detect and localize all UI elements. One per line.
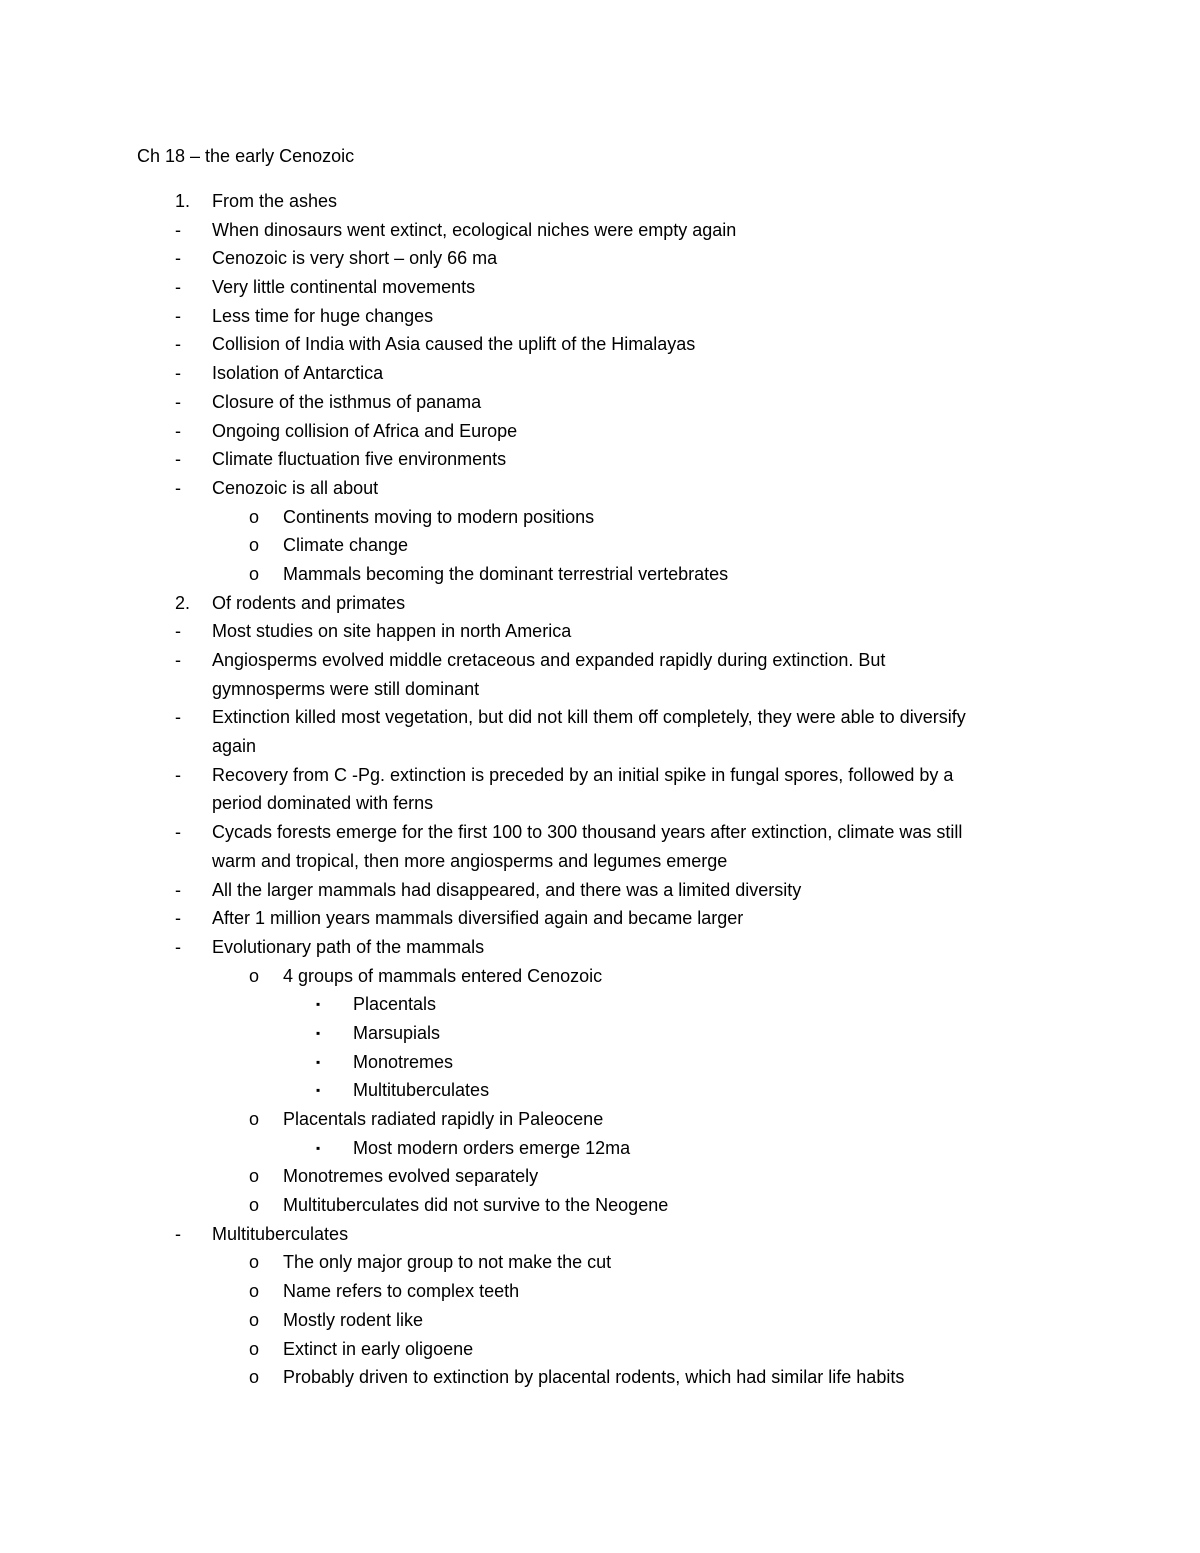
bullet-marker: o: [249, 1166, 260, 1187]
bullet-marker: ▪: [316, 1054, 321, 1069]
list-item-text: Of rodents and primates: [212, 592, 406, 613]
bullet-marker: -: [175, 305, 181, 326]
list-item: [0, 1162, 1200, 1191]
bullet-marker: ▪: [316, 1140, 321, 1155]
bullet-marker: o: [249, 1367, 260, 1388]
list-item-text: The only major group to not make the cut: [283, 1252, 612, 1273]
list-item-text: From the ashes: [212, 191, 338, 211]
notes-list: [0, 187, 1200, 1392]
list-item-text: When dinosaurs went extinct, ecological niches were empty again: [212, 219, 737, 240]
list-item-text: Isolation of Antarctica: [212, 363, 384, 384]
list-item: [0, 560, 1200, 589]
list-item-text: Ongoing collision of Africa and Europe: [212, 420, 518, 441]
bullet-marker: o: [249, 506, 260, 527]
list-item: [0, 761, 1200, 790]
list-item-text: Collision of India with Asia caused the uplift of the Himalayas: [212, 334, 696, 355]
list-item: [0, 818, 1200, 847]
bullet-marker: o: [249, 563, 260, 584]
list-item-text: Cycads forests emerge for the first 100 to 300 thousand years after extinction, climate was still: [212, 822, 963, 843]
list-item: [0, 1105, 1200, 1134]
list-item: [0, 1134, 1200, 1163]
list-item: [0, 933, 1200, 962]
bullet-marker: o: [249, 1338, 260, 1359]
list-item: [0, 1076, 1200, 1105]
list-item: [0, 1306, 1200, 1335]
list-item: [0, 388, 1200, 417]
list-item-text: Cenozoic is all about: [212, 477, 379, 498]
list-item-text: gymnosperms were still dominant: [212, 678, 480, 699]
bullet-marker: ▪: [316, 997, 321, 1012]
list-item: [0, 876, 1200, 905]
list-item: [0, 244, 1200, 273]
bullet-marker: o: [249, 535, 260, 556]
bullet-marker: 1.: [175, 191, 191, 211]
bullet-marker: -: [175, 621, 181, 642]
document-title: Ch 18 – the early Cenozoic: [137, 146, 355, 166]
list-item: [0, 1277, 1200, 1306]
bullet-marker: -: [175, 248, 181, 269]
bullet-marker: -: [175, 391, 181, 412]
list-item: [0, 1248, 1200, 1277]
bullet-marker: -: [175, 936, 181, 957]
list-item-text: warm and tropical, then more angiosperms and legumes emerge: [212, 850, 728, 871]
bullet-marker: o: [249, 1309, 260, 1330]
list-item: [0, 417, 1200, 446]
list-item: [0, 503, 1200, 532]
list-item: [0, 1019, 1200, 1048]
list-item: [0, 1363, 1200, 1392]
list-item-text: Most studies on site happen in north America: [212, 621, 572, 642]
list-item-text: Cenozoic is very short – only 66 ma: [212, 248, 498, 269]
list-item: [0, 732, 1200, 761]
list-item: [0, 1191, 1200, 1220]
list-item-text: All the larger mammals had disappeared, and there was a limited diversity: [212, 879, 802, 900]
list-item-text: 4 groups of mammals entered Cenozoic: [283, 965, 603, 986]
bullet-marker: -: [175, 420, 181, 441]
list-item-text: Mammals becoming the dominant terrestrial vertebrates: [283, 563, 729, 584]
list-item-text: Recovery from C -Pg. extinction is preceded by an initial spike in fungal spores, followed by a: [212, 764, 954, 785]
list-item: [0, 617, 1200, 646]
bullet-marker: -: [175, 764, 181, 785]
list-item: [0, 675, 1200, 704]
bullet-marker: -: [175, 449, 181, 470]
list-item: [0, 531, 1200, 560]
bullet-marker: -: [175, 707, 181, 728]
list-item-text: Mostly rodent like: [283, 1309, 424, 1330]
list-item: [0, 1048, 1200, 1077]
bullet-marker: o: [249, 965, 260, 986]
list-item: [0, 847, 1200, 876]
list-item-text: Most modern orders emerge 12ma: [353, 1137, 631, 1158]
list-item-text: Marsupials: [353, 1022, 441, 1043]
list-item-text: Probably driven to extinction by placental rodents, which had similar life habits: [283, 1367, 905, 1388]
list-item: [0, 589, 1200, 618]
list-item-text: Multituberculates: [212, 1223, 349, 1244]
list-item-text: Placentals: [353, 994, 437, 1015]
list-item: [0, 789, 1200, 818]
list-item: [0, 445, 1200, 474]
bullet-marker: o: [249, 1195, 260, 1216]
list-item: [0, 990, 1200, 1019]
bullet-marker: o: [249, 1109, 260, 1129]
list-item-text: Continents moving to modern positions: [283, 506, 595, 527]
list-item-text: Extinct in early oligoene: [283, 1338, 474, 1359]
list-item: [0, 216, 1200, 245]
list-item: [0, 1335, 1200, 1364]
bullet-marker: ▪: [316, 1025, 321, 1040]
list-item-text: Multituberculates: [353, 1080, 490, 1101]
bullet-marker: -: [175, 219, 181, 240]
list-item-text: Multituberculates did not survive to the Neogene: [283, 1195, 669, 1216]
list-item: [0, 703, 1200, 732]
bullet-marker: -: [175, 277, 181, 298]
list-item-text: Monotremes: [353, 1051, 454, 1072]
list-item-text: Very little continental movements: [212, 277, 476, 298]
list-item-text: Climate fluctuation five environments: [212, 449, 507, 470]
list-item-text: Extinction killed most vegetation, but did not kill them off completely, they were able to diversify: [212, 707, 966, 728]
list-item: [0, 646, 1200, 675]
bullet-marker: ▪: [316, 1083, 321, 1098]
list-item: [0, 1220, 1200, 1249]
list-item: [0, 302, 1200, 331]
bullet-marker: 2.: [175, 592, 191, 613]
list-item: [0, 359, 1200, 388]
list-item-text: Monotremes evolved separately: [283, 1166, 539, 1187]
bullet-marker: -: [175, 650, 181, 670]
list-item: [0, 330, 1200, 359]
list-item-text: period dominated with ferns: [212, 793, 434, 814]
list-item: [0, 273, 1200, 302]
bullet-marker: o: [249, 1252, 260, 1273]
list-item-text: Placentals radiated rapidly in Paleocene: [283, 1109, 604, 1129]
list-item: [0, 474, 1200, 503]
list-item-text: Closure of the isthmus of panama: [212, 391, 482, 412]
bullet-marker: -: [175, 908, 181, 929]
bullet-marker: -: [175, 879, 181, 900]
bullet-marker: -: [175, 363, 181, 384]
list-item-text: Climate change: [283, 535, 409, 556]
list-item: [0, 187, 1200, 216]
list-item-text: After 1 million years mammals diversified again and became larger: [212, 908, 744, 929]
bullet-marker: -: [175, 477, 181, 498]
list-item-text: again: [212, 736, 257, 757]
bullet-marker: o: [249, 1281, 260, 1302]
bullet-marker: -: [175, 1223, 181, 1244]
list-item: [0, 904, 1200, 933]
list-item-text: Name refers to complex teeth: [283, 1281, 520, 1302]
list-item-text: Evolutionary path of the mammals: [212, 936, 485, 957]
list-item-text: Less time for huge changes: [212, 305, 434, 326]
bullet-marker: -: [175, 822, 181, 843]
list-item-text: Angiosperms evolved middle cretaceous and expanded rapidly during extinction. But: [212, 650, 886, 670]
bullet-marker: -: [175, 334, 181, 355]
list-item: [0, 962, 1200, 991]
